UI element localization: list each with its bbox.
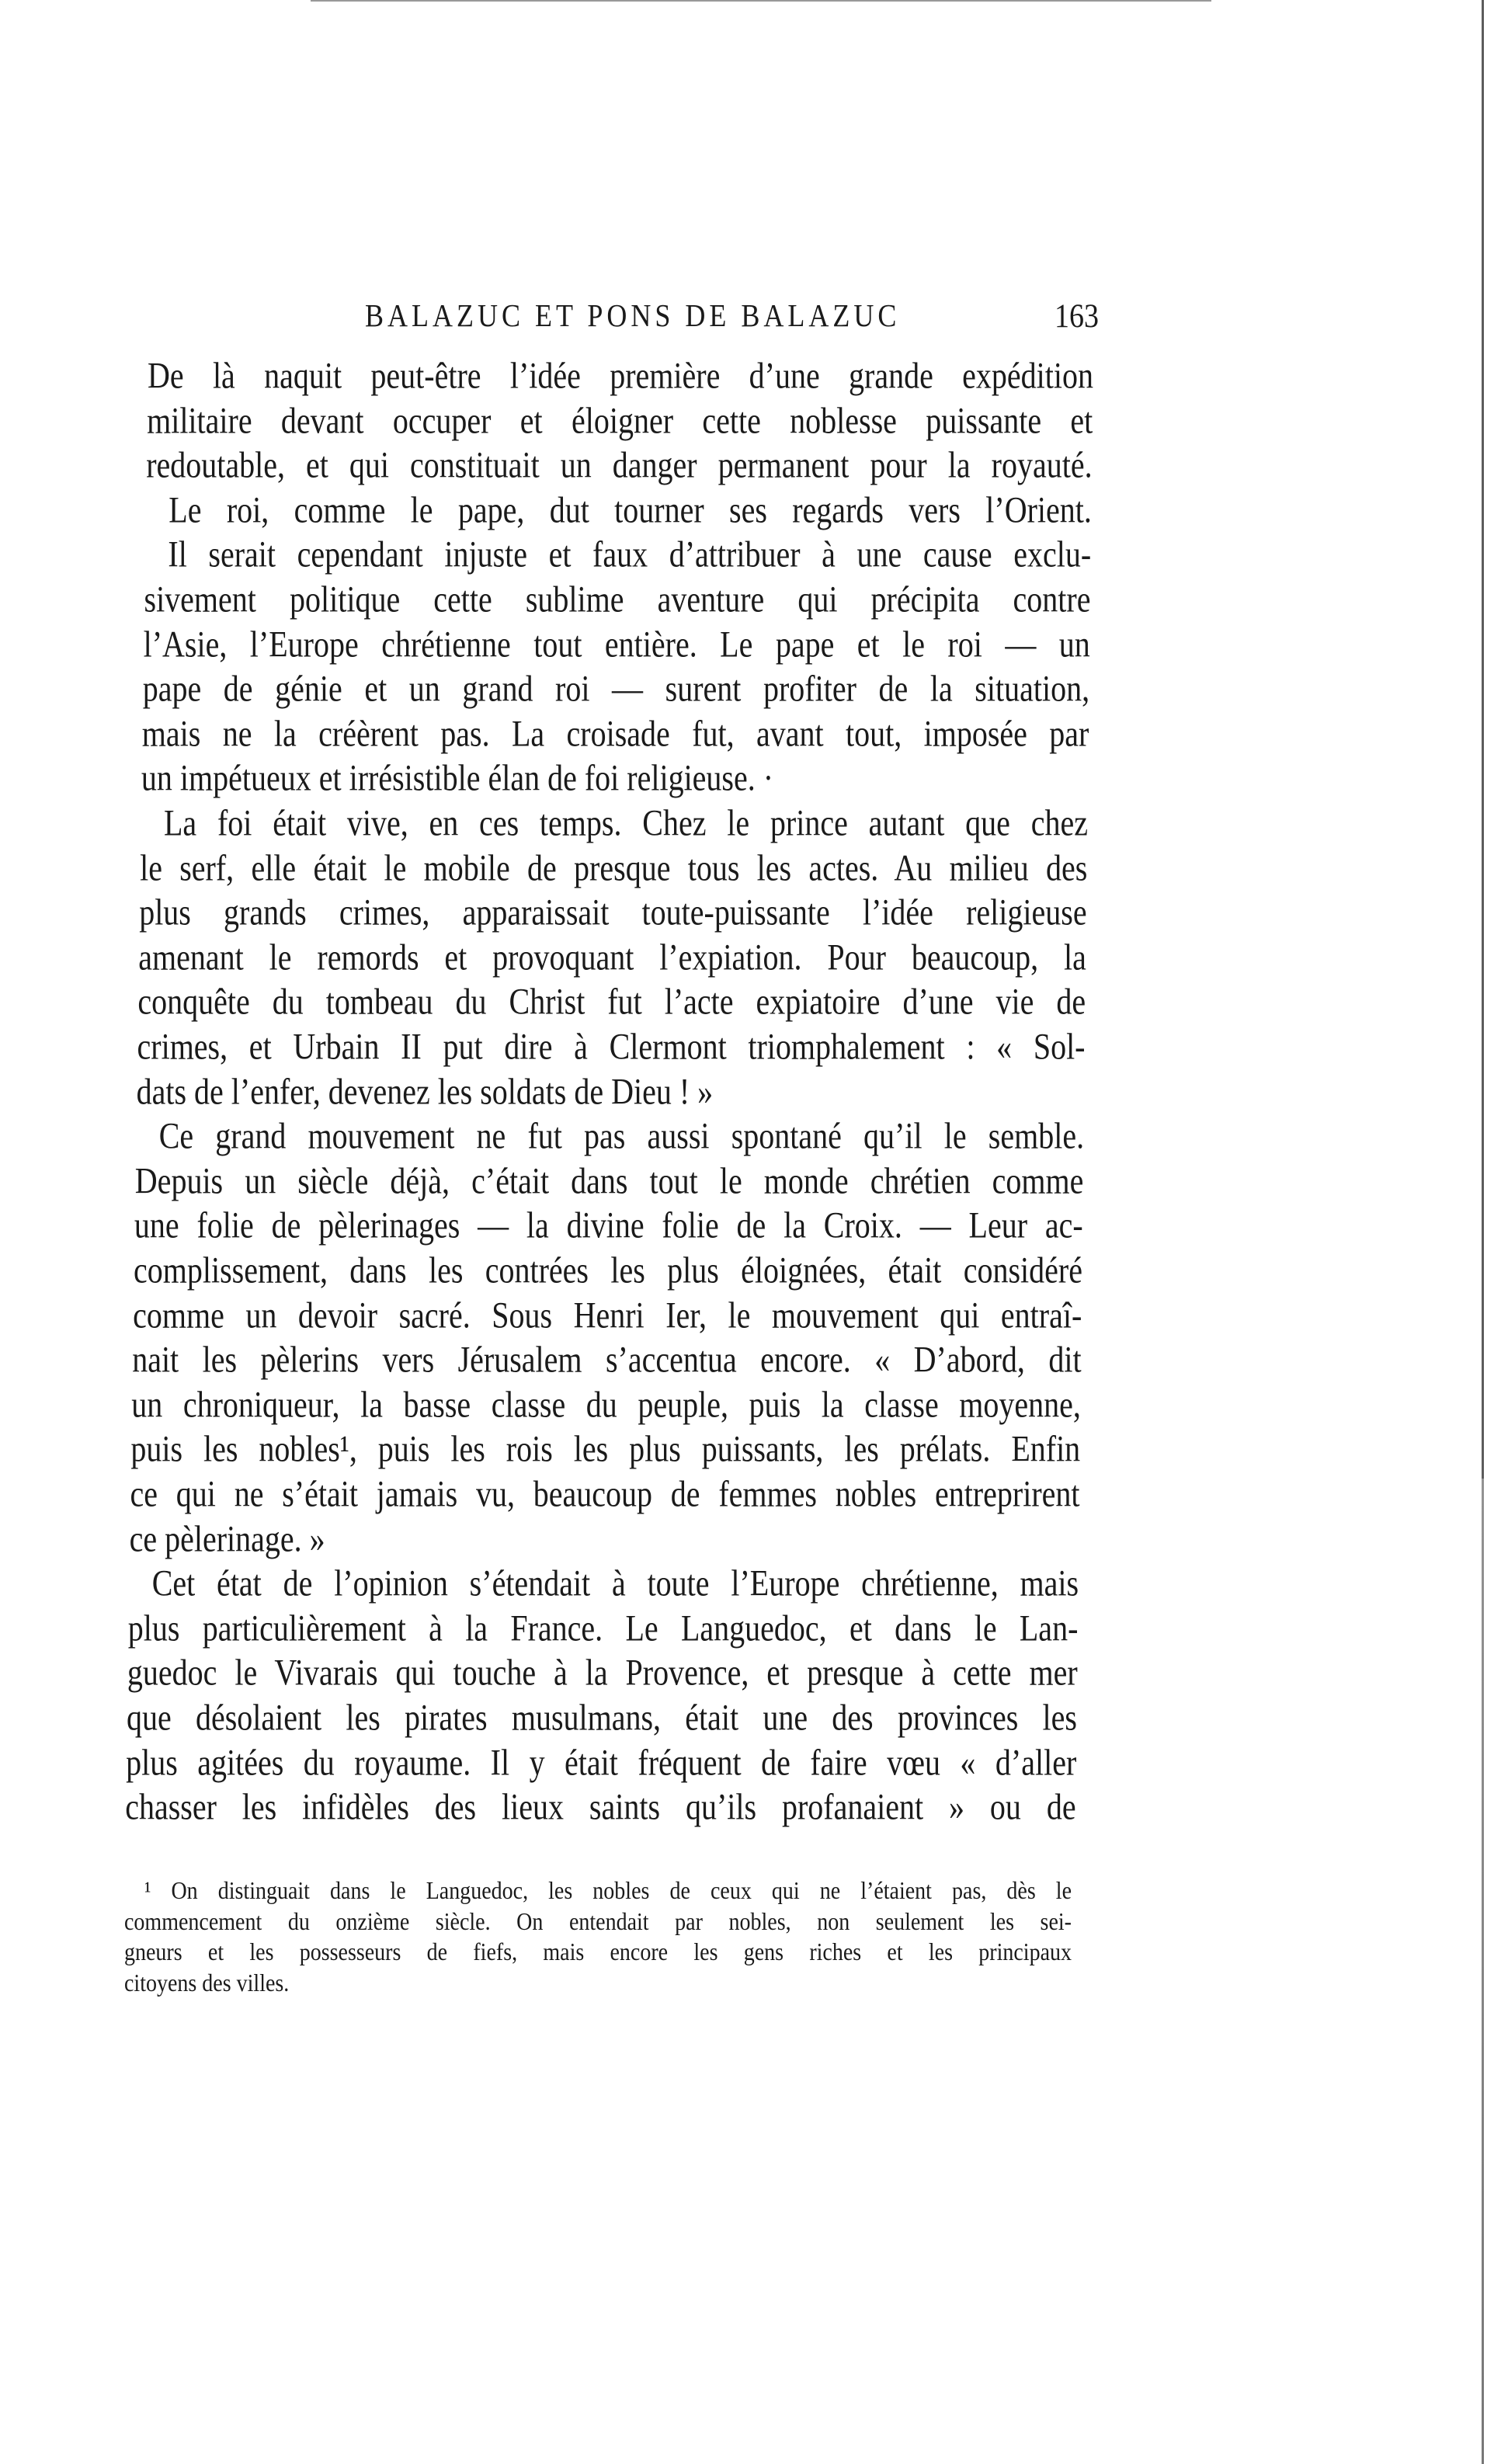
running-head: BALAZUC ET PONS DE BALAZUC bbox=[365, 297, 901, 333]
body-line: conquête du tombeau du Christ fut l’acte expiatoire d’une vie de bbox=[137, 980, 1086, 1023]
footnote-line: ¹ On distinguait dans le Languedoc, les nobles de ceux qui ne l’étaient pas, dès le bbox=[144, 1877, 1072, 1906]
body-line: Depuis un siècle déjà, c’était dans tout le monde chrétien comme bbox=[134, 1159, 1084, 1202]
body-line: un impétueux et irrésistible élan de foi religieuse. · bbox=[141, 756, 774, 799]
body-line: une folie de pèlerinages — la divine folie de la Croix. — Leur ac- bbox=[134, 1204, 1083, 1246]
body-line: Cet état de l’opinion s’étendait à toute l’Europe chrétienne, mais bbox=[151, 1562, 1079, 1604]
body-line: De là naquit peut-être l’idée première d’une grande expédition bbox=[148, 354, 1093, 397]
body-line: mais ne la créèrent pas. La croisade fut, avant tout, imposée par bbox=[141, 712, 1089, 755]
body-line: complissement, dans les contrées les plus éloignées, était considéré bbox=[134, 1249, 1082, 1291]
body-line: comme un devoir sacré. Sous Henri Ier, le mouvement qui entraî- bbox=[133, 1293, 1082, 1336]
body-line: un chroniqueur, la basse classe du peuple, puis la classe moyenne, bbox=[131, 1383, 1081, 1426]
body-line: amenant le remords et provoquant l’expiation. Pour beaucoup, la bbox=[138, 936, 1086, 978]
body-line: crimes, et Urbain II put dire à Clermont triomphalement : « Sol- bbox=[137, 1025, 1086, 1068]
body-line: que désolaient les pirates musulmans, était une des provinces les bbox=[127, 1696, 1077, 1739]
body-line: Le roi, comme le pape, dut tourner ses regards vers l’Orient. bbox=[169, 488, 1092, 531]
body-line: chasser les infidèles des lieux saints qu’ils profanaient » ou de bbox=[125, 1785, 1076, 1828]
body-line: plus agitées du royaume. Il y était fréquent de faire vœu « d’aller bbox=[126, 1740, 1077, 1783]
body-line: ce qui ne s’était jamais vu, beaucoup de femmes nobles entreprirent bbox=[130, 1472, 1080, 1515]
body-line: Ce grand mouvement ne fut pas aussi spontané qu’il le semble. bbox=[158, 1114, 1085, 1157]
body-line: La foi était vive, en ces temps. Chez le prince autant que chez bbox=[164, 801, 1088, 844]
body-line: pape de génie et un grand roi — surent profiter de la situation, bbox=[142, 667, 1090, 710]
body-line: ce pèlerinage. » bbox=[129, 1517, 325, 1559]
body-line: Il serait cependant injuste et faux d’attribuer à une cause exclu- bbox=[168, 533, 1092, 575]
body-line: plus grands crimes, apparaissait toute-puissante l’idée religieuse bbox=[139, 891, 1087, 933]
scan-top-edge bbox=[311, 0, 1211, 2]
scan-right-edge bbox=[1482, 0, 1484, 2464]
body-line: redoutable, et qui constituait un danger permanent pour la royauté. bbox=[146, 443, 1093, 486]
body-line: militaire devant occuper et éloigner cette noblesse puissante et bbox=[147, 398, 1093, 441]
footnote-line: gneurs et les possesseurs de fiefs, mais encore les gens riches et les principaux bbox=[124, 1938, 1072, 1967]
page-number: 163 bbox=[1055, 297, 1099, 335]
body-line: sivement politique cette sublime aventure qui précipita contre bbox=[144, 578, 1091, 620]
body-line: puis les nobles¹, puis les rois les plus puissants, les prélats. Enfin bbox=[130, 1427, 1081, 1470]
footnote-line: citoyens des villes. bbox=[124, 1969, 290, 1997]
body-line: plus particulièrement à la France. Le Languedoc, et dans le Lan- bbox=[127, 1607, 1079, 1649]
body-line: dats de l’enfer, devenez les soldats de Dieu ! » bbox=[136, 1069, 714, 1112]
body-line: guedoc le Vivarais qui touche à la Provence, et presque à cette mer bbox=[127, 1651, 1078, 1694]
body-line: l’Asie, l’Europe chrétienne tout entière. Le pape et le roi — un bbox=[143, 622, 1090, 665]
body-line: le serf, elle était le mobile de presque tous les actes. Au milieu des bbox=[140, 846, 1088, 888]
body-line: nait les pèlerins vers Jérusalem s’accentua encore. « D’abord, dit bbox=[132, 1338, 1082, 1381]
footnote-line: commencement du onzième siècle. On entendait par nobles, non seulement les sei- bbox=[124, 1908, 1072, 1936]
